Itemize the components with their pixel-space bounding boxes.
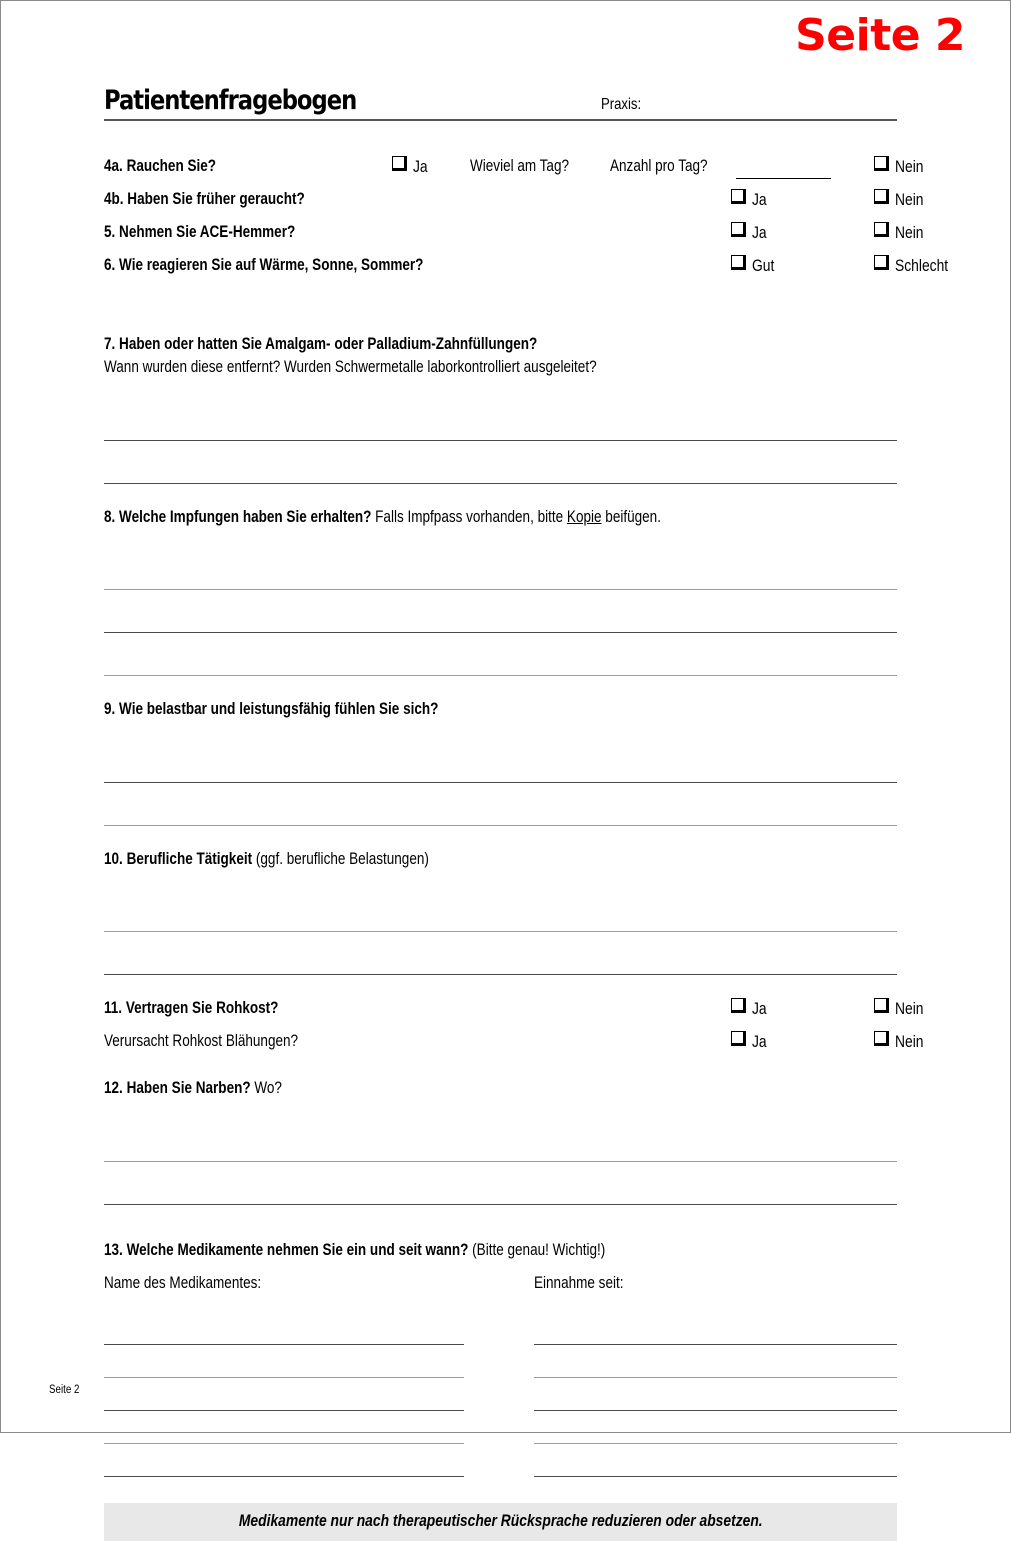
medication-warning-note: [104, 1503, 897, 1541]
question-4b-row: [104, 188, 924, 221]
option-label: Ja: [752, 191, 767, 209]
medication-name-input-line[interactable]: [104, 1476, 464, 1477]
question-4a-option-ja[interactable]: [392, 156, 430, 177]
answer-line[interactable]: [104, 633, 897, 676]
question-12-label: [104, 1077, 897, 1100]
answer-line[interactable]: [104, 547, 897, 590]
question-6-row: [104, 254, 949, 287]
page-title: Patientenfragebogen: [104, 85, 357, 116]
question-9-block: [104, 698, 897, 825]
question-8-underlined-word: Kopie: [566, 507, 602, 526]
question-11-option-nein[interactable]: [874, 998, 929, 1019]
question-4a-mid-label: Wieviel am Tag?: [470, 157, 570, 175]
checkbox-icon[interactable]: [874, 156, 889, 171]
answer-line[interactable]: [104, 590, 897, 633]
question-4b-option-ja[interactable]: [731, 189, 769, 210]
question-12-rest: Wo?: [250, 1079, 282, 1098]
medication-name-header: Name des Medikamentes:: [104, 1273, 262, 1292]
table-row: [104, 1378, 897, 1411]
question-10-block: [104, 848, 897, 975]
question-8-bold: 8. Welche Impfungen haben Sie erhalten?: [104, 507, 372, 526]
question-11b-option-ja[interactable]: [731, 1031, 769, 1052]
question-9-label: 9. Wie belastbar und leistungsfähig fühlen Sie sich?: [104, 700, 439, 719]
question-4b-label: 4b. Haben Sie früher geraucht?: [104, 190, 305, 208]
checkbox-icon[interactable]: [874, 222, 889, 237]
praxis-label: Praxis:: [601, 96, 642, 113]
question-6-option-schlecht[interactable]: [874, 255, 958, 276]
question-8-label: [104, 506, 897, 529]
question-7-sublabel: Wann wurden diese entfernt? Wurden Schwermetalle laborkontrolliert ausgeleitet?: [104, 358, 597, 377]
answer-line[interactable]: [104, 398, 897, 441]
question-8-rest-after: beifügen.: [601, 507, 661, 526]
table-row: [104, 1312, 897, 1345]
checkbox-icon[interactable]: [731, 1031, 746, 1046]
question-8-block: [104, 506, 897, 676]
question-10-rest: (ggf. berufliche Belastungen): [252, 849, 429, 868]
question-6-label: 6. Wie reagieren Sie auf Wärme, Sonne, Sommer?: [104, 256, 424, 274]
question-12-bold: 12. Haben Sie Narben?: [104, 1079, 251, 1098]
question-13-bold: 13. Welche Medikamente nehmen Sie ein und seit wann?: [104, 1240, 469, 1259]
option-label: Nein: [895, 158, 924, 176]
answer-line[interactable]: [104, 889, 897, 932]
question-5-option-ja[interactable]: [731, 222, 769, 243]
table-row: [104, 1444, 897, 1477]
checkbox-icon[interactable]: [392, 156, 407, 171]
checkbox-icon[interactable]: [874, 189, 889, 204]
answer-line[interactable]: [104, 1162, 897, 1205]
document-header: [104, 73, 897, 121]
question-10-label: [104, 848, 897, 871]
question-4a-count-input-line[interactable]: [736, 178, 831, 179]
option-label: Ja: [413, 158, 428, 176]
question-5-option-nein[interactable]: [874, 222, 929, 243]
table-row: [104, 1345, 897, 1378]
question-6-option-gut[interactable]: [731, 255, 779, 276]
question-4b-option-nein[interactable]: [874, 189, 929, 210]
question-13-block: [104, 1239, 897, 1477]
question-7-answer-lines: [104, 398, 897, 484]
option-label: Ja: [752, 1033, 767, 1052]
question-4a-option-nein[interactable]: [874, 156, 929, 177]
question-4a-row: [104, 155, 924, 188]
question-8-rest-before: Falls Impfpass vorhanden, bitte: [371, 507, 567, 526]
question-5-label: 5. Nehmen Sie ACE-Hemmer?: [104, 223, 296, 241]
question-11-row: [104, 997, 924, 1030]
question-11b-row: [104, 1030, 924, 1063]
question-11-block: [104, 997, 924, 1063]
question-10-bold: 10. Berufliche Tätigkeit: [104, 849, 253, 868]
checkbox-icon[interactable]: [874, 998, 889, 1013]
question-10-answer-lines: [104, 889, 897, 975]
table-row: [104, 1411, 897, 1444]
question-8-answer-lines: [104, 547, 897, 676]
answer-line[interactable]: [104, 441, 897, 484]
question-4a-count-label: Anzahl pro Tag?: [610, 157, 708, 175]
option-label: Ja: [752, 224, 767, 242]
checkbox-icon[interactable]: [874, 255, 889, 270]
question-5-row: [104, 221, 924, 254]
question-13-rest: (Bitte genau! Wichtig!): [468, 1240, 606, 1259]
checkbox-icon[interactable]: [731, 222, 746, 237]
question-4a-label: 4a. Rauchen Sie?: [104, 157, 217, 175]
medication-table-headers: [104, 1274, 897, 1304]
checkbox-icon[interactable]: [731, 255, 746, 270]
answer-line[interactable]: [104, 740, 897, 783]
question-7-label: 7. Haben oder hatten Sie Amalgam- oder Palladium-Zahnfüllungen?: [104, 335, 538, 353]
question-9-answer-lines: [104, 740, 897, 826]
question-11-label: 11. Vertragen Sie Rohkost?: [104, 999, 279, 1018]
option-label: Schlecht: [895, 257, 949, 275]
checkbox-icon[interactable]: [731, 189, 746, 204]
page-number-stamp: Seite 2: [795, 10, 965, 61]
medication-since-input-line[interactable]: [534, 1476, 897, 1477]
option-label: Ja: [752, 1000, 767, 1019]
question-12-answer-lines: [104, 1119, 897, 1205]
medication-warning-text: Medikamente nur nach therapeutischer Rücksprache reduzieren oder absetzen.: [238, 1512, 763, 1531]
option-label: Nein: [895, 1000, 924, 1019]
checkbox-icon[interactable]: [731, 998, 746, 1013]
question-11b-label: Verursacht Rohkost Blähungen?: [104, 1032, 299, 1051]
answer-line[interactable]: [104, 1119, 897, 1162]
question-7-block: [104, 333, 897, 484]
medication-since-header: Einnahme seit:: [534, 1273, 624, 1292]
answer-line[interactable]: [104, 783, 897, 826]
option-label: Nein: [895, 224, 924, 242]
option-label: Nein: [895, 1033, 924, 1052]
question-11-option-ja[interactable]: [731, 998, 769, 1019]
option-label: Gut: [752, 257, 775, 275]
question-13-label: [104, 1239, 897, 1262]
option-label: Nein: [895, 191, 924, 209]
medication-table: [104, 1312, 897, 1477]
footer-page-label: Seite 2: [49, 1384, 80, 1396]
question-11b-option-nein[interactable]: [874, 1031, 929, 1052]
question-12-block: [104, 1077, 897, 1204]
answer-line[interactable]: [104, 932, 897, 975]
checkbox-icon[interactable]: [874, 1031, 889, 1046]
page-content: [104, 1, 949, 1541]
